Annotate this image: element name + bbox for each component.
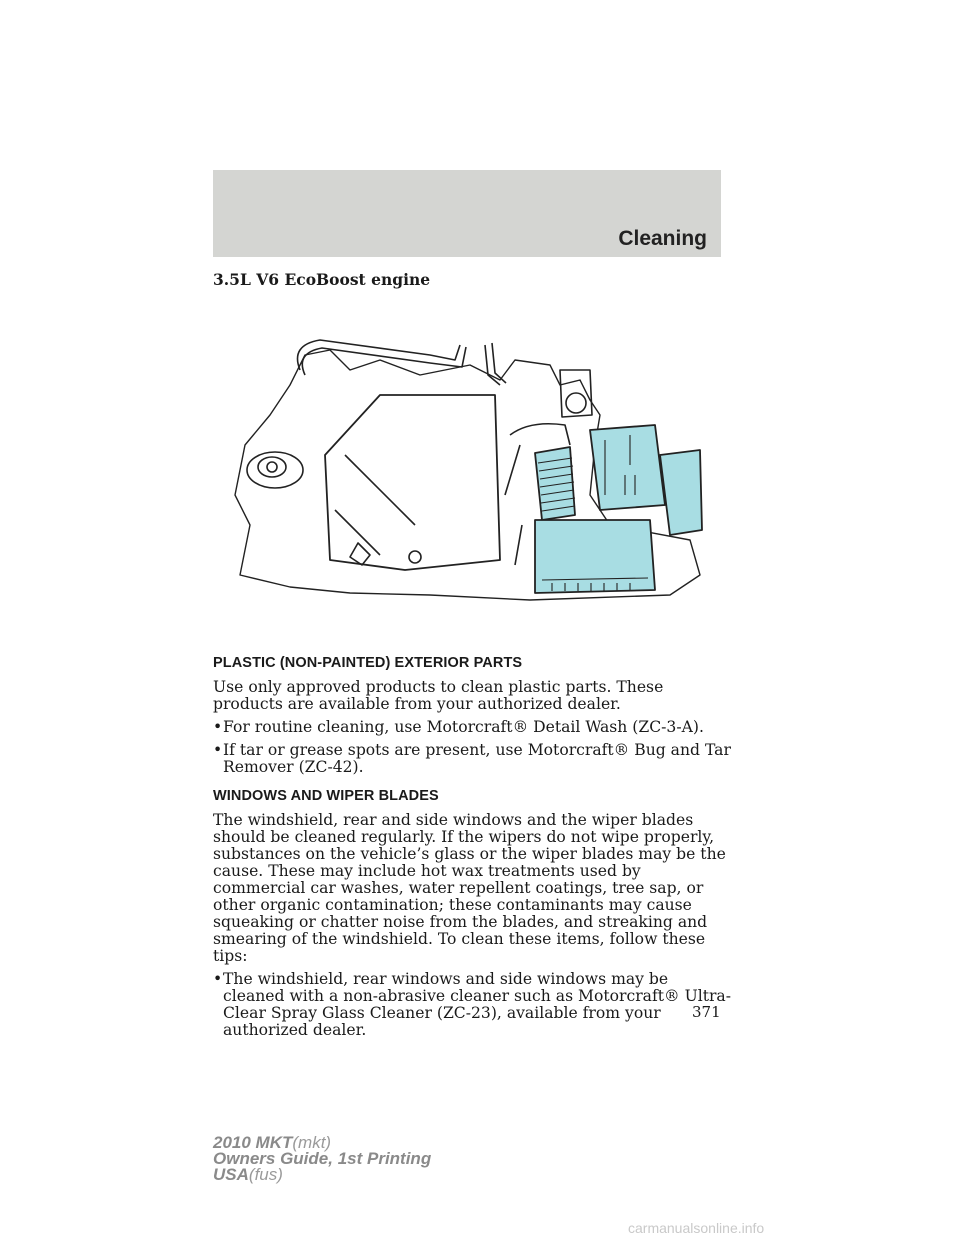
section-title: Cleaning xyxy=(618,227,707,250)
footer-region-code: (fus) xyxy=(248,1165,283,1184)
page-number: 371 xyxy=(692,1003,721,1021)
bullet-icon: • xyxy=(213,741,223,759)
list-item xyxy=(213,742,733,776)
list-item-text: If tar or grease spots are present, use Motorcraft® Bug and Tar Remover (ZC-42). xyxy=(223,741,731,776)
page-body xyxy=(213,655,733,1045)
footer-model-code: (mkt) xyxy=(292,1133,332,1152)
section-header-bar xyxy=(213,170,721,257)
footer-region: USA xyxy=(213,1165,249,1184)
list-item-text: The windshield, rear windows and side windows may be cleaned with a non-abrasive cleaner such as Motorcraft® Ultra-Clear Spray Glass Cleaner (ZC-23), available from your authorized dealer. xyxy=(223,970,731,1039)
bullet-icon: • xyxy=(213,970,223,988)
document-footer xyxy=(213,1135,431,1183)
bullet-icon: • xyxy=(213,718,223,736)
windows-intro: The windshield, rear and side windows and the wiper blades should be cleaned regularly. If the wipers do not wipe properly, substances on the vehicle’s glass or the wiper blades may be the cause. These may include hot wax treatments used by commercial car washes, water repellent coatings, tree sap, or other organic contamination; these contaminants may cause squeaking or chatter noise from the blades, and streaking and smearing of the windshield. To clean these items, follow these tips: xyxy=(213,811,726,965)
list-item xyxy=(213,719,733,736)
footer-model: 2010 MKT xyxy=(213,1133,293,1152)
list-item-text: For routine cleaning, use Motorcraft® Detail Wash (ZC-3-A). xyxy=(223,718,704,736)
list-item xyxy=(213,971,733,1039)
plastic-intro: Use only approved products to clean plastic parts. These products are available from your authorized dealer. xyxy=(213,678,664,713)
section-heading-plastic: PLASTIC (NON-PAINTED) EXTERIOR PARTS xyxy=(213,655,523,671)
watermark-site: carmanualsonline.info xyxy=(628,1220,765,1236)
section-heading-windows: WINDOWS AND WIPER BLADES xyxy=(213,788,439,804)
footer-guide: Owners Guide, 1st Printing xyxy=(213,1149,432,1168)
engine-illustration xyxy=(230,325,710,615)
figure-caption: 3.5L V6 EcoBoost engine xyxy=(213,270,431,289)
